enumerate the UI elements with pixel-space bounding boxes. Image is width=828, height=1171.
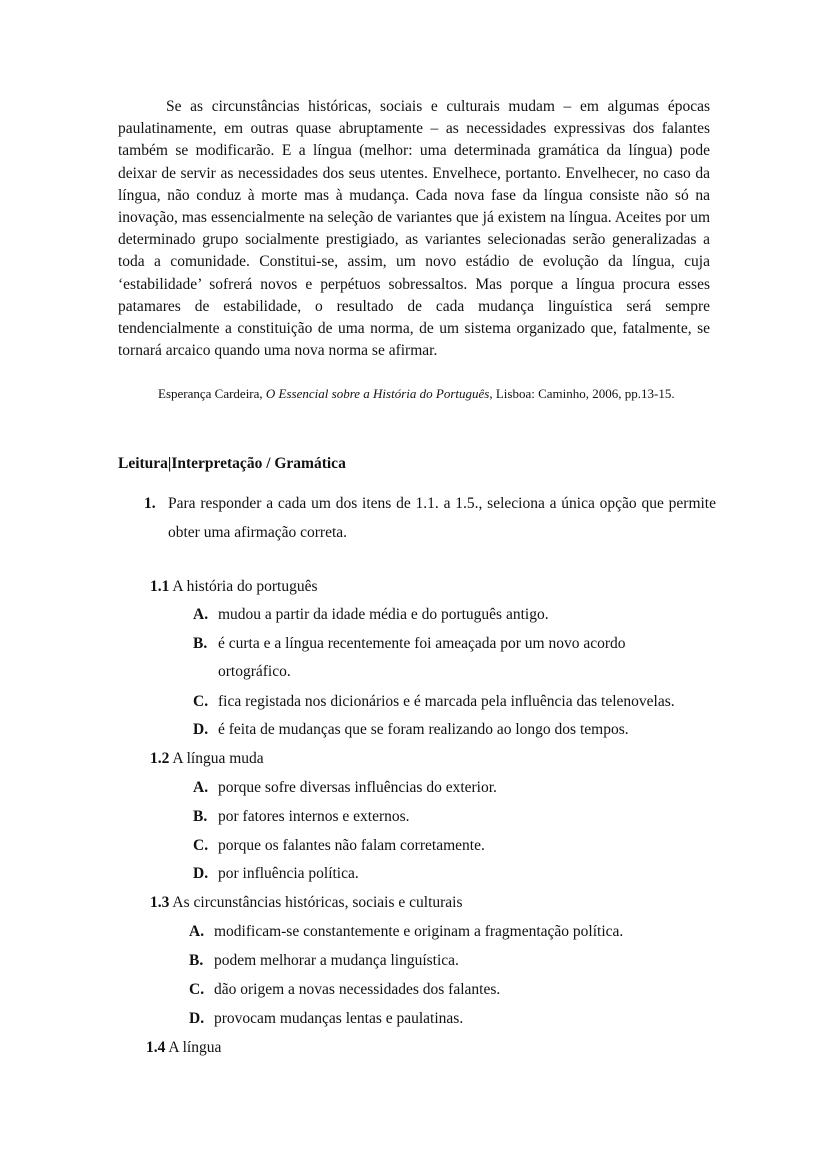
item-1-2-option-d[interactable] xyxy=(193,864,713,884)
item-number: 1.3 xyxy=(150,894,170,911)
option-text-continued: ortográfico. xyxy=(218,663,291,680)
option-letter: A. xyxy=(193,779,209,796)
option-letter: B. xyxy=(193,808,208,825)
citation-author: Esperança Cardeira, xyxy=(158,386,266,401)
option-letter: A. xyxy=(189,923,205,940)
item-1-1-option-a[interactable] xyxy=(193,605,713,625)
option-letter: B. xyxy=(193,635,208,652)
item-1-3-option-a[interactable] xyxy=(189,922,709,942)
passage-citation xyxy=(158,385,718,403)
item-number: 1.4 xyxy=(146,1039,166,1056)
item-1-2-option-b[interactable] xyxy=(193,807,713,827)
item-1-1-option-d[interactable] xyxy=(193,720,713,740)
item-1-2-option-c[interactable] xyxy=(193,836,713,856)
item-number: 1.2 xyxy=(150,750,170,767)
item-1-2-option-a[interactable] xyxy=(193,778,713,798)
item-1-3-option-b[interactable] xyxy=(189,951,709,971)
item-stem-text: A língua xyxy=(168,1039,222,1056)
option-letter: C. xyxy=(193,693,209,710)
item-1-3-option-d[interactable] xyxy=(189,1009,709,1029)
item-number: 1.1 xyxy=(150,578,170,595)
item-stem-text: A história do português xyxy=(172,578,318,595)
reading-passage xyxy=(118,96,710,362)
option-text: é feita de mudanças que se foram realizando ao longo dos tempos. xyxy=(218,721,629,738)
item-1-1-stem xyxy=(150,577,318,597)
option-letter: D. xyxy=(193,865,209,882)
item-stem-text: As circunstâncias históricas, sociais e culturais xyxy=(172,894,463,911)
question-1 xyxy=(144,489,716,547)
option-letter: D. xyxy=(189,1010,205,1027)
option-text: porque os falantes não falam corretamente. xyxy=(218,837,485,854)
option-text: por fatores internos e externos. xyxy=(218,808,410,825)
item-stem-text: A língua muda xyxy=(172,750,264,767)
passage-text: Se as circunstâncias históricas, sociais e culturais mudam – em algumas épocas paulatinamente, em outras quase abruptamente – as necessidades expressivas dos falantes também se modificarão. E a língua (melhor: uma determinada gramática da língua) pode deixar de servir as necessidades dos seus utentes. Envelhece, portanto. Envelhecer, no caso da língua, não conduz à morte mas à mudança. Cada nova fase da língua consiste não só na inovação, mas essencialmente na seleção de variantes que já existem na língua. Aceites por um determinado grupo socialmente prestigiado, as variantes selecionadas serão generalizadas a toda a comunidade. Constitui-se, assim, um novo estádio de evolução da língua, cuja ‘estabilidade’ sofrerá novos e perpétuos sobressaltos. Mas porque a língua procura esses patamares de estabilidade, o resultado de cada mudança linguística será sempre tendencialmente a constituição de uma norma, de um sistema organizado que, fatalmente, se tornará arcaico quando uma nova norma se afirmar. xyxy=(118,98,710,360)
option-text: porque sofre diversas influências do exterior. xyxy=(218,779,497,796)
option-text: dão origem a novas necessidades dos falantes. xyxy=(214,981,501,998)
option-letter: B. xyxy=(189,952,204,969)
item-1-3-stem xyxy=(150,893,463,913)
option-text: fica registada nos dicionários e é marcada pela influência das telenovelas. xyxy=(218,693,675,710)
option-letter: C. xyxy=(189,981,205,998)
option-text: provocam mudanças lentas e paulatinas. xyxy=(214,1010,464,1027)
item-1-2-stem xyxy=(150,749,264,769)
citation-title: O Essencial sobre a História do Português xyxy=(265,386,490,401)
option-letter: C. xyxy=(193,837,209,854)
option-letter: A. xyxy=(193,606,209,623)
option-text: mudou a partir da idade média e do português antigo. xyxy=(218,606,549,623)
option-letter: D. xyxy=(193,721,209,738)
question-number: 1. xyxy=(144,495,156,512)
item-1-4-stem xyxy=(146,1038,221,1058)
citation-details: , Lisboa: Caminho, 2006, pp.13-15. xyxy=(489,386,675,401)
item-1-1-option-b[interactable] xyxy=(193,634,713,682)
item-1-1-option-c[interactable] xyxy=(193,692,713,712)
item-1-3-option-c[interactable] xyxy=(189,980,709,1000)
question-text: Para responder a cada um dos itens de 1.1. a 1.5., seleciona a única opção que permite obter uma afirmação correta. xyxy=(168,495,716,541)
section-title: Leitura|Interpretação / Gramática xyxy=(118,455,346,472)
option-text: é curta e a língua recentemente foi ameaçada por um novo acordo xyxy=(218,635,626,652)
option-text: podem melhorar a mudança linguística. xyxy=(214,952,459,969)
option-text: por influência política. xyxy=(218,865,359,882)
option-text: modificam-se constantemente e originam a fragmentação política. xyxy=(214,923,624,940)
